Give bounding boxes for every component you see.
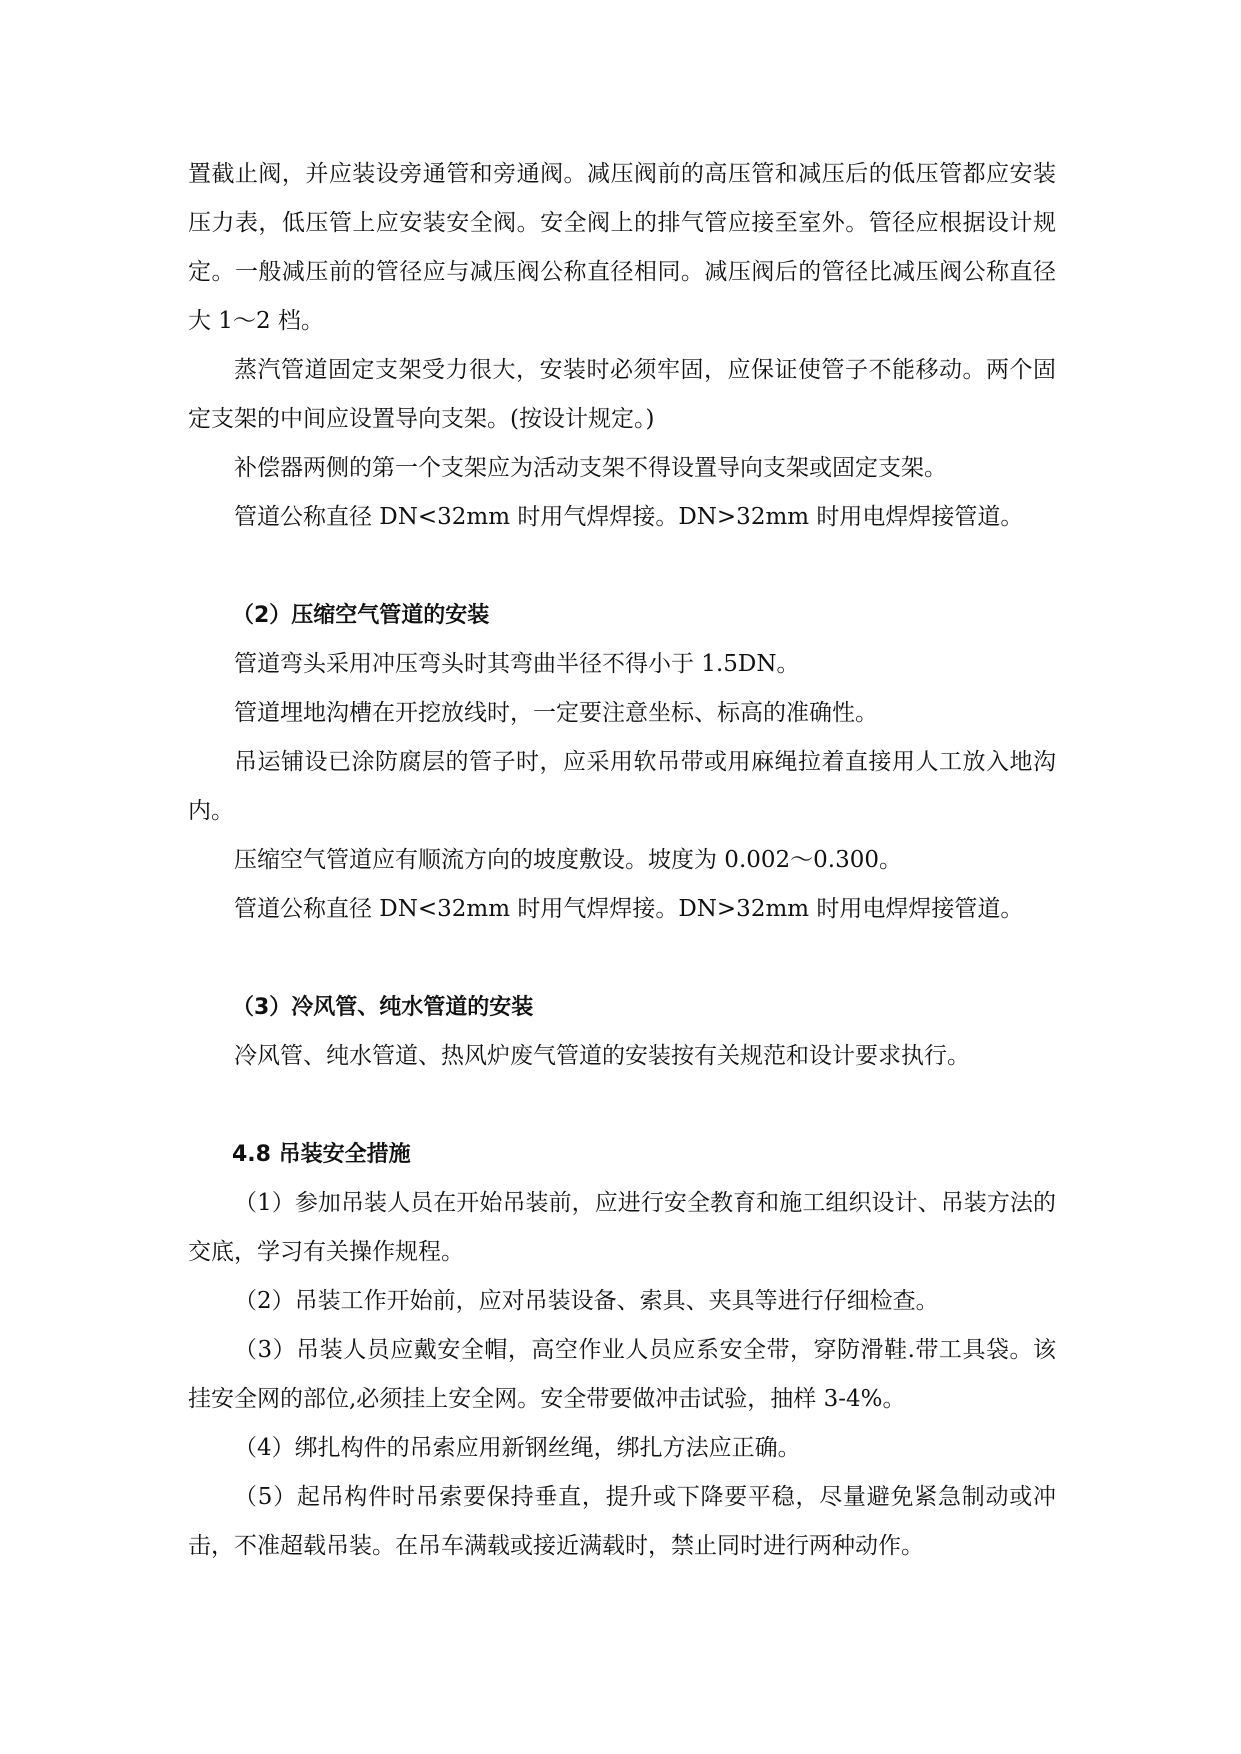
paragraph-cold-air-install: 冷风管、纯水管道、热风炉废气管道的安装按有关规范和设计要求执行。 bbox=[234, 1043, 970, 1069]
paragraph-elbow-radius: 管道弯头采用冲压弯头时其弯曲半径不得小于 1.5DN。 bbox=[234, 651, 800, 677]
paragraph-compensator-support: 补偿器两侧的第一个支架应为活动支架不得设置导向支架或固定支架。 bbox=[234, 455, 947, 481]
list-item-hoisting-4: （4）绑扎构件的吊索应用新钢丝绳，绑扎方法应正确。 bbox=[234, 1435, 801, 1461]
paragraph-trench-layout: 管道埋地沟槽在开挖放线时，一定要注意坐标、标高的准确性。 bbox=[234, 700, 878, 726]
list-item-hoisting-1: （1）参加吊装人员在开始吊装前，应进行安全教育和施工组织设计、吊装方法的交底，学习有关操作规程。 bbox=[188, 1190, 1056, 1265]
paragraph-slope: 压缩空气管道应有顺流方向的坡度敷设。坡度为 0.002～0.300。 bbox=[234, 847, 902, 873]
section-gap bbox=[188, 542, 1056, 591]
page-content bbox=[188, 150, 1056, 1571]
heading-compressed-air: （2）压缩空气管道的安装 bbox=[232, 603, 490, 628]
section-gap bbox=[188, 934, 1056, 983]
paragraph-coated-pipe-hoisting: 吊运铺设已涂防腐层的管子时，应采用软吊带或用麻绳拉着直接用人工放入地沟内。 bbox=[188, 749, 1056, 824]
paragraph-steam-reducing-valve: 置截止阀，并应装设旁通管和旁通阀。减压阀前的高压管和减压后的低压管都应安装压力表，低压管上应安装安全阀。安全阀上的排气管应接至室外。管径应根据设计规定。一般减压前的管径应与减压阀公称直径相同。减压阀后的管径比减压阀公称直径大 1～2 档。 bbox=[188, 161, 1056, 334]
heading-hoisting-safety: 4.8 吊装安全措施 bbox=[232, 1142, 411, 1167]
section-gap bbox=[188, 1081, 1056, 1130]
paragraph-air-welding: 管道公称直径 DN<32mm 时用气焊焊接。DN>32mm 时用电焊焊接管道。 bbox=[234, 896, 1024, 922]
list-item-hoisting-2: （2）吊装工作开始前，应对吊装设备、索具、夹具等进行仔细检查。 bbox=[234, 1288, 939, 1314]
heading-cold-air-pure-water: （3）冷风管、纯水管道的安装 bbox=[232, 995, 534, 1020]
paragraph-steam-welding: 管道公称直径 DN<32mm 时用气焊焊接。DN>32mm 时用电焊焊接管道。 bbox=[234, 504, 1024, 530]
list-item-hoisting-3: （3）吊装人员应戴安全帽，高空作业人员应系安全带，穿防滑鞋.带工具袋。该挂安全网的部位,必须挂上安全网。安全带要做冲击试验，抽样 3-4%。 bbox=[188, 1337, 1056, 1412]
list-item-hoisting-5: （5）起吊构件时吊索要保持垂直，提升或下降要平稳，尽量避免紧急制动或冲击，不准超载吊装。在吊车满载或接近满载时，禁止同时进行两种动作。 bbox=[188, 1484, 1056, 1559]
paragraph-steam-fixed-support: 蒸汽管道固定支架受力很大，安装时必须牢固，应保证使管子不能移动。两个固定支架的中间应设置导向支架。(按设计规定。) bbox=[188, 357, 1056, 432]
